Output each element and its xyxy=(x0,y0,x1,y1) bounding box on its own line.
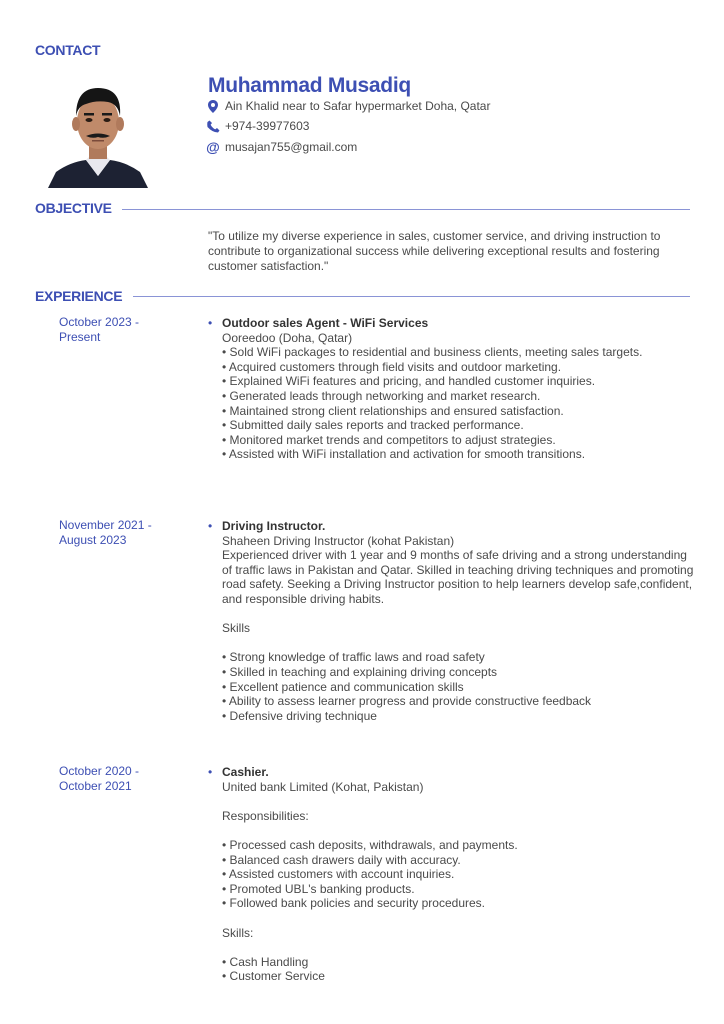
location-pin-icon xyxy=(203,100,223,113)
job-1-duty: • Acquired customers through field visits and outdoor marketing. xyxy=(222,359,562,374)
phone-text: +974-39977603 xyxy=(225,119,310,133)
address-text: Ain Khalid near to Safar hypermarket Doha, Qatar xyxy=(225,99,491,113)
job-1-date-end: Present xyxy=(59,330,101,344)
job-1-duty: • Explained WiFi features and pricing, and handled customer inquiries. xyxy=(222,374,596,389)
job-3 xyxy=(208,765,694,984)
bullet-icon: • xyxy=(208,765,213,779)
experience-divider xyxy=(133,296,690,297)
objective-text: "To utilize my diverse experience in sales, customer service, and driving instruction to contribute to organizational success while delivering exceptional results and fostering customer satisfaction." xyxy=(208,229,661,273)
phone-icon xyxy=(203,120,223,133)
job-1-duty: • Sold WiFi packages to residential and business clients, meeting sales targets. xyxy=(222,345,643,360)
job-3-responsibilities-heading: Responsibilities: xyxy=(222,808,309,823)
job-3-skill: • Customer Service xyxy=(222,969,325,984)
job-3-skill: • Cash Handling xyxy=(222,954,309,969)
job-3-duty: • Processed cash deposits, withdrawals, and payments. xyxy=(222,837,518,852)
job-3-date-start: October 2020 - xyxy=(59,764,140,778)
job-2-skill: • Excellent patience and communication skills xyxy=(222,679,464,694)
job-3-skills-heading: Skills: xyxy=(222,925,254,940)
job-3-duty: • Followed bank policies and security procedures. xyxy=(222,896,486,911)
phone-line xyxy=(203,119,309,133)
job-2-skills-heading: Skills xyxy=(222,621,251,636)
job-2-skill: • Defensive driving technique xyxy=(222,708,377,723)
job-3-company: United bank Limited (Kohat, Pakistan) xyxy=(222,779,424,794)
contact-heading: CONTACT xyxy=(35,42,101,58)
job-3-title: Cashier. xyxy=(222,765,269,779)
address-line xyxy=(203,99,490,113)
portrait-image xyxy=(48,76,148,188)
job-2-skill: • Skilled in teaching and explaining driving concepts xyxy=(222,664,498,679)
job-2-date-start: November 2021 - xyxy=(59,518,152,532)
job-2-company: Shaheen Driving Instructor (kohat Pakistan) xyxy=(222,533,455,548)
job-1-dates xyxy=(59,315,189,345)
job-2-skill: • Ability to assess learner progress and provide constructive feedback xyxy=(222,694,592,709)
job-3-duty: • Balanced cash drawers daily with accuracy. xyxy=(222,852,461,867)
job-2-date-end: August 2023 xyxy=(59,533,127,547)
job-1-duty: • Generated leads through networking and market research. xyxy=(222,388,541,403)
job-1-date-start: October 2023 - xyxy=(59,315,140,329)
job-2-skill: • Strong knowledge of traffic laws and road safety xyxy=(222,650,485,665)
job-1-duty: • Maintained strong client relationships and ensured satisfaction. xyxy=(222,403,564,418)
job-2 xyxy=(208,519,694,723)
job-2-dates xyxy=(59,518,189,548)
experience-heading: EXPERIENCE xyxy=(35,288,123,304)
profile-name: Muhammad Musadiq xyxy=(208,74,411,97)
bullet-icon: • xyxy=(208,316,213,330)
job-2-summary: Experienced driver with 1 year and 9 months of safe driving and a strong understanding of traffic laws in Pakistan and Qatar. Skilled in teaching driving techniques and promoting road safety. Seeking a Driving Instructor position to help learners develop safe,confident, and responsible driving habits. xyxy=(222,548,694,606)
job-1-duty: • Monitored market trends and competitors to adjust strategies. xyxy=(222,432,556,447)
email-line xyxy=(203,139,357,155)
objective-heading: OBJECTIVE xyxy=(35,200,112,216)
job-3-date-end: October 2021 xyxy=(59,779,132,793)
email-text: musajan755@gmail.com xyxy=(225,140,358,154)
job-1-company: Ooreedoo (Doha, Qatar) xyxy=(222,330,353,345)
profile-photo xyxy=(48,76,148,188)
objective-divider xyxy=(122,209,690,210)
job-1-duty: • Submitted daily sales reports and tracked performance. xyxy=(222,418,524,433)
job-3-duty: • Assisted customers with account inquiries. xyxy=(222,867,455,882)
job-1-duty: • Assisted with WiFi installation and activation for smooth transitions. xyxy=(222,447,586,462)
job-1-title: Outdoor sales Agent - WiFi Services xyxy=(222,316,429,330)
job-1 xyxy=(208,316,694,462)
job-3-dates xyxy=(59,764,189,794)
bullet-icon: • xyxy=(208,519,213,533)
job-2-title: Driving Instructor. xyxy=(222,519,326,533)
job-3-duty: • Promoted UBL's banking products. xyxy=(222,881,415,896)
at-sign-icon: @ xyxy=(206,139,220,155)
